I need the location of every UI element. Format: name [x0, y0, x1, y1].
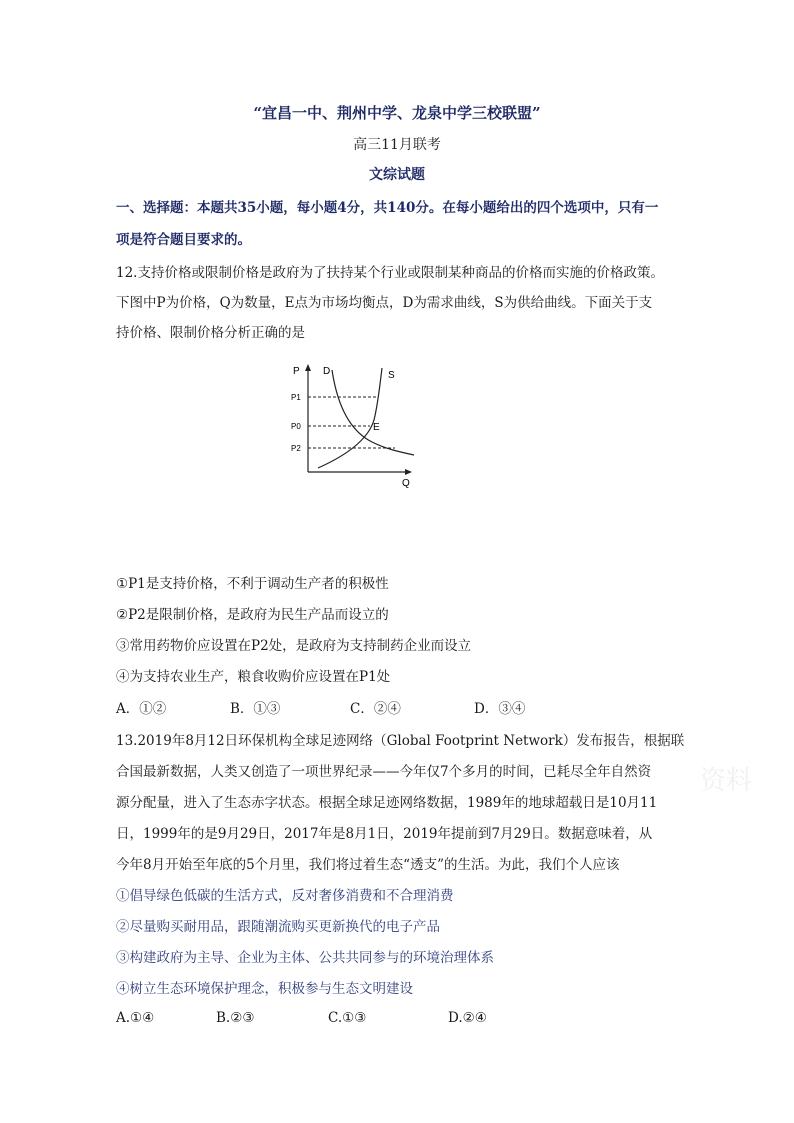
q12-stem-line2: 下图中P为价格，Q为数量，E点为市场均衡点，D为需求曲线，S为供给曲线。下面关于支	[116, 295, 653, 311]
supply-label: S	[388, 370, 395, 381]
demand-curve	[332, 370, 414, 455]
p1-label: P1	[291, 393, 301, 402]
q12-statement-1: ①P1是支持价格，不利于调动生产者的积极性	[116, 576, 389, 592]
q13-stem-line5: 今年8月开始至年底的5个月里，我们将过着生态“透支”的生活。为此，我们个人应该	[116, 857, 620, 873]
exam-title: “宜昌一中、荆州中学、龙泉中学三校联盟”	[253, 104, 541, 122]
q13-statement-2: ②尽量购买耐用品，跟随潮流购买更新换代的电子产品	[116, 919, 440, 935]
y-axis-label: P	[293, 366, 300, 377]
q13-stem-line1: 13.2019年8月12日环保机构全球足迹网络（Global Footprint Network）发布报告，根据联	[116, 733, 685, 749]
q13-stem-line2: 合国最新数据，人类又创造了一项世界纪录——今年仅7个多月的时间，已耗尽全年自然资	[116, 764, 652, 780]
q13-stem-line3: 源分配量，进入了生态赤字状态。根据全球足迹网络数据，1989年的地球超载日是10月11	[116, 795, 658, 811]
supply-curve	[318, 368, 382, 468]
q12-option-b[interactable]: B．①③	[230, 701, 281, 717]
q13-option-a[interactable]: A.①④	[116, 1010, 155, 1026]
section-instruction-line2: 项是符合题目要求的。	[116, 232, 251, 248]
q13-stem-line4: 日，1999年的是9月29日，2017年是8月1日，2019年提前到7月29日。数据意味着，从	[116, 826, 653, 842]
q12-option-d[interactable]: D．③④	[474, 701, 526, 717]
demand-label: D	[323, 366, 331, 377]
watermark: 资料	[700, 766, 753, 796]
q13-option-c[interactable]: C.①③	[328, 1010, 367, 1026]
equilibrium-label: E	[373, 422, 380, 433]
q12-stem-line3: 持价格、限制价格分析正确的是	[116, 325, 305, 341]
exam-subject: 文综试题	[369, 167, 425, 183]
q12-statement-3: ③常用药物价应设置在P2处，是政府为支持制药企业而设立	[116, 638, 472, 654]
q13-option-d[interactable]: D.②④	[448, 1010, 487, 1026]
p2-label: P2	[291, 444, 301, 453]
exam-subtitle: 高三11月联考	[353, 137, 441, 153]
q12-statement-2: ②P2是限制价格，是政府为民生产品而设立的	[116, 607, 389, 623]
q12-option-c[interactable]: C．②④	[350, 701, 401, 717]
x-axis-arrow	[405, 469, 412, 475]
p0-label: P0	[291, 422, 301, 431]
q12-statement-4: ④为支持农业生产，粮食收购价应设置在P1处	[116, 669, 391, 685]
x-axis-label: Q	[402, 478, 410, 489]
y-axis-arrow	[305, 364, 311, 371]
q12-option-a[interactable]: A．①②	[116, 701, 167, 717]
q12-stem-line1: 12.支持价格或限制价格是政府为了扶持某个行业或限制某种商品的价格而实施的价格政策。	[116, 265, 664, 281]
section-instruction-line1: 一、选择题：本题共35小题，每小题4分，共140分。在每小题给出的四个选项中，只有一	[116, 200, 659, 216]
supply-demand-graph	[290, 360, 420, 490]
q13-option-b[interactable]: B.②③	[216, 1010, 255, 1026]
q13-statement-1: ①倡导绿色低碳的生活方式，反对奢侈消费和不合理消费	[116, 888, 454, 904]
q13-statement-4: ④树立生态环境保护理念，积极参与生态文明建设	[116, 981, 413, 997]
q13-statement-3: ③构建政府为主导、企业为主体、公共共同参与的环境治理体系	[116, 950, 494, 966]
